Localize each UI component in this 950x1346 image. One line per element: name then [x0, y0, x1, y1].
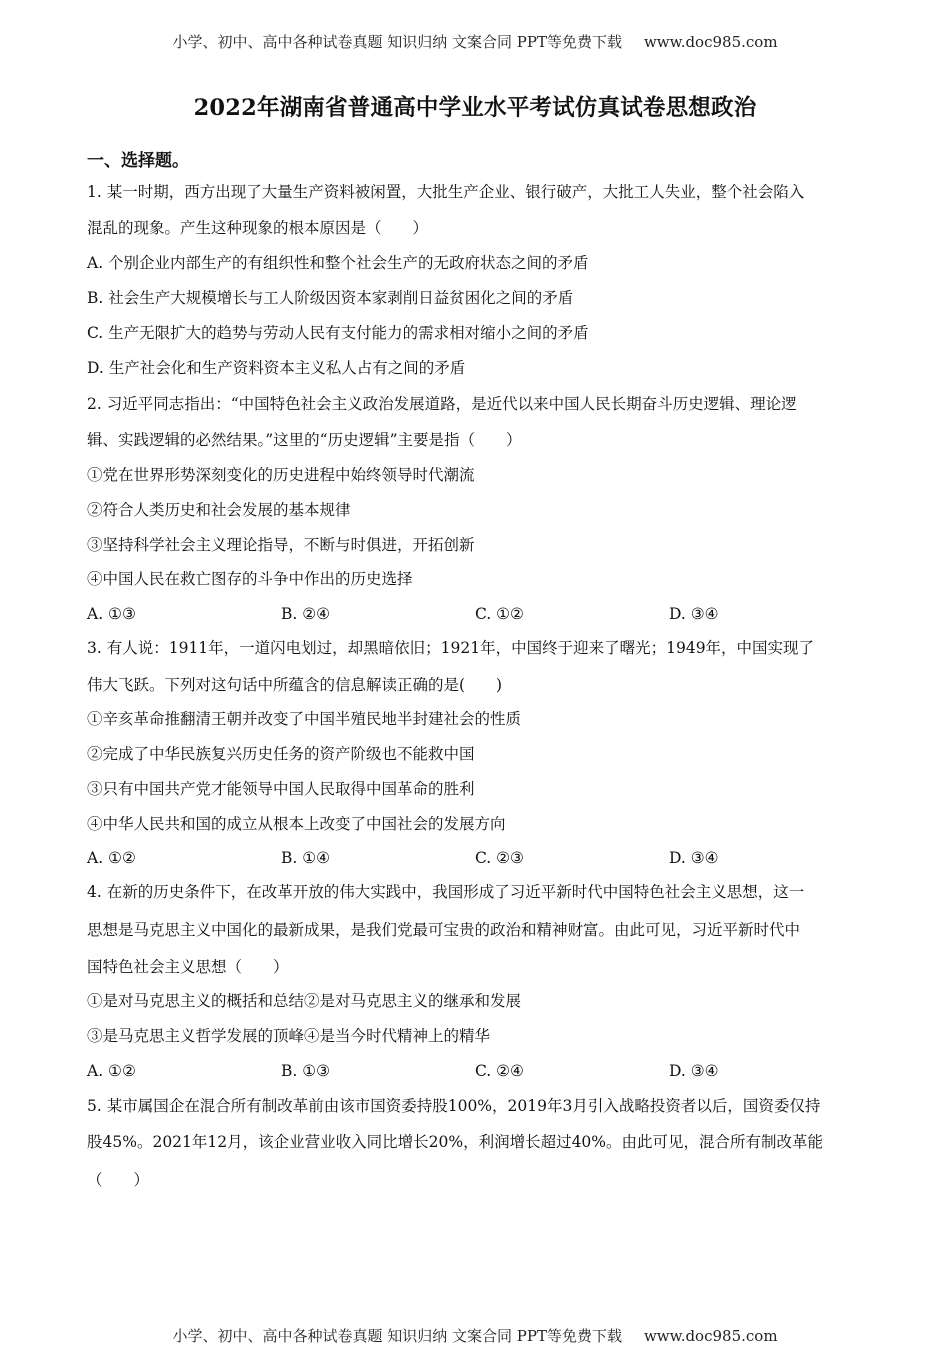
footer-site-link[interactable]: www.doc985.com: [643, 1327, 778, 1345]
question-1-line-2: 混乱的现象。产生这种现象的根本原因是（ ）: [87, 219, 429, 237]
section-heading: 一、选择题。: [87, 151, 189, 171]
question-4-line-1: 4. 在新的历史条件下，在改革开放的伟大实践中，我国形成了习近平新时代中国特色社会主义思想，这一: [87, 883, 805, 901]
footer-text: 小学、初中、高中各种试卷真题 知识归纳 文案合同 PPT等免费下载: [172, 1327, 622, 1345]
question-3-item-2: ②完成了中华民族复兴历史任务的资产阶级也不能救中国: [87, 745, 475, 763]
page-header: [0, 31, 950, 52]
question-5-line-2: 股45%。2021年12月，该企业营业收入同比增长20%，利润增长超过40%。由此可见，混合所有制改革能: [87, 1133, 824, 1151]
question-2-item-1: ①党在世界形势深刻变化的历史进程中始终领导时代潮流: [87, 466, 475, 484]
question-3-choice-b: B. ①④: [281, 849, 331, 867]
question-3-item-4: ④中华人民共和国的成立从根本上改变了中国社会的发展方向: [87, 815, 506, 833]
question-2-choice-b: B. ②④: [281, 605, 331, 623]
question-2-choice-d: D. ③④: [669, 605, 719, 623]
question-1-option-a: A. 个别企业内部生产的有组织性和整个社会生产的无政府状态之间的矛盾: [87, 254, 589, 272]
question-3-choice-a: A. ①②: [87, 849, 136, 867]
question-2-item-4: ④中国人民在救亡图存的斗争中作出的历史选择: [87, 570, 413, 588]
question-2-choice-a: A. ①③: [87, 605, 136, 623]
question-1-line-1: 1. 某一时期，西方出现了大量生产资料被闲置，大批生产企业、银行破产，大批工人失业，整个社会陷入: [87, 183, 805, 201]
document-title: 2022年湖南省普通高中学业水平考试仿真试卷思想政治: [193, 95, 757, 121]
header-site-link[interactable]: www.doc985.com: [643, 33, 778, 51]
question-3-choice-d: D. ③④: [669, 849, 719, 867]
question-4-item-1: ①是对马克思主义的概括和总结②是对马克思主义的继承和发展: [87, 992, 522, 1010]
page-footer: [0, 1325, 950, 1346]
question-4-choice-d: D. ③④: [669, 1062, 719, 1080]
question-1-option-c: C. 生产无限扩大的趋势与劳动人民有支付能力的需求相对缩小之间的矛盾: [87, 324, 589, 342]
question-3-choice-c: C. ②③: [475, 849, 524, 867]
question-4-choice-c: C. ②④: [475, 1062, 524, 1080]
question-2-line-2: 辑、实践逻辑的必然结果。”这里的“历史逻辑”主要是指（ ）: [87, 431, 522, 449]
question-4-line-2: 思想是马克思主义中国化的最新成果，是我们党最可宝贵的政治和精神财富。由此可见，习近平新时代中: [87, 921, 801, 939]
header-text: 小学、初中、高中各种试卷真题 知识归纳 文案合同 PPT等免费下载: [172, 33, 622, 51]
question-4-line-3: 国特色社会主义思想（ ）: [87, 958, 289, 976]
question-1-option-d: D. 生产社会化和生产资料资本主义私人占有之间的矛盾: [87, 359, 466, 377]
question-4-item-2: ③是马克思主义哲学发展的顶峰④是当今时代精神上的精华: [87, 1027, 491, 1045]
question-3-item-3: ③只有中国共产党才能领导中国人民取得中国革命的胜利: [87, 780, 475, 798]
question-2-item-2: ②符合人类历史和社会发展的基本规律: [87, 501, 351, 519]
question-3-line-1: 3. 有人说：1911年，一道闪电划过，却黑暗依旧；1921年，中国终于迎来了曙光；1949年，中国实现了: [87, 639, 815, 657]
question-4-choice-b: B. ①③: [281, 1062, 331, 1080]
question-2-choice-c: C. ①②: [475, 605, 524, 623]
question-4-choice-a: A. ①②: [87, 1062, 136, 1080]
question-3-line-2: 伟大飞跃。下列对这句话中所蕴含的信息解读正确的是( ): [87, 676, 503, 694]
question-5-line-3: （ ）: [87, 1171, 150, 1189]
question-5-line-1: 5. 某市属国企在混合所有制改革前由该市国资委持股100%，2019年3月引入战略投资者以后，国资委仅持: [87, 1097, 821, 1115]
question-2-item-3: ③坚持科学社会主义理论指导，不断与时俱进，开拓创新: [87, 536, 475, 554]
question-1-option-b: B. 社会生产大规模增长与工人阶级因资本家剥削日益贫困化之间的矛盾: [87, 289, 574, 307]
question-2-line-1: 2. 习近平同志指出：“中国特色社会主义政治发展道路，是近代以来中国人民长期奋斗历史逻辑、理论逻: [87, 395, 797, 413]
question-3-item-1: ①辛亥革命推翻清王朝并改变了中国半殖民地半封建社会的性质: [87, 710, 522, 728]
